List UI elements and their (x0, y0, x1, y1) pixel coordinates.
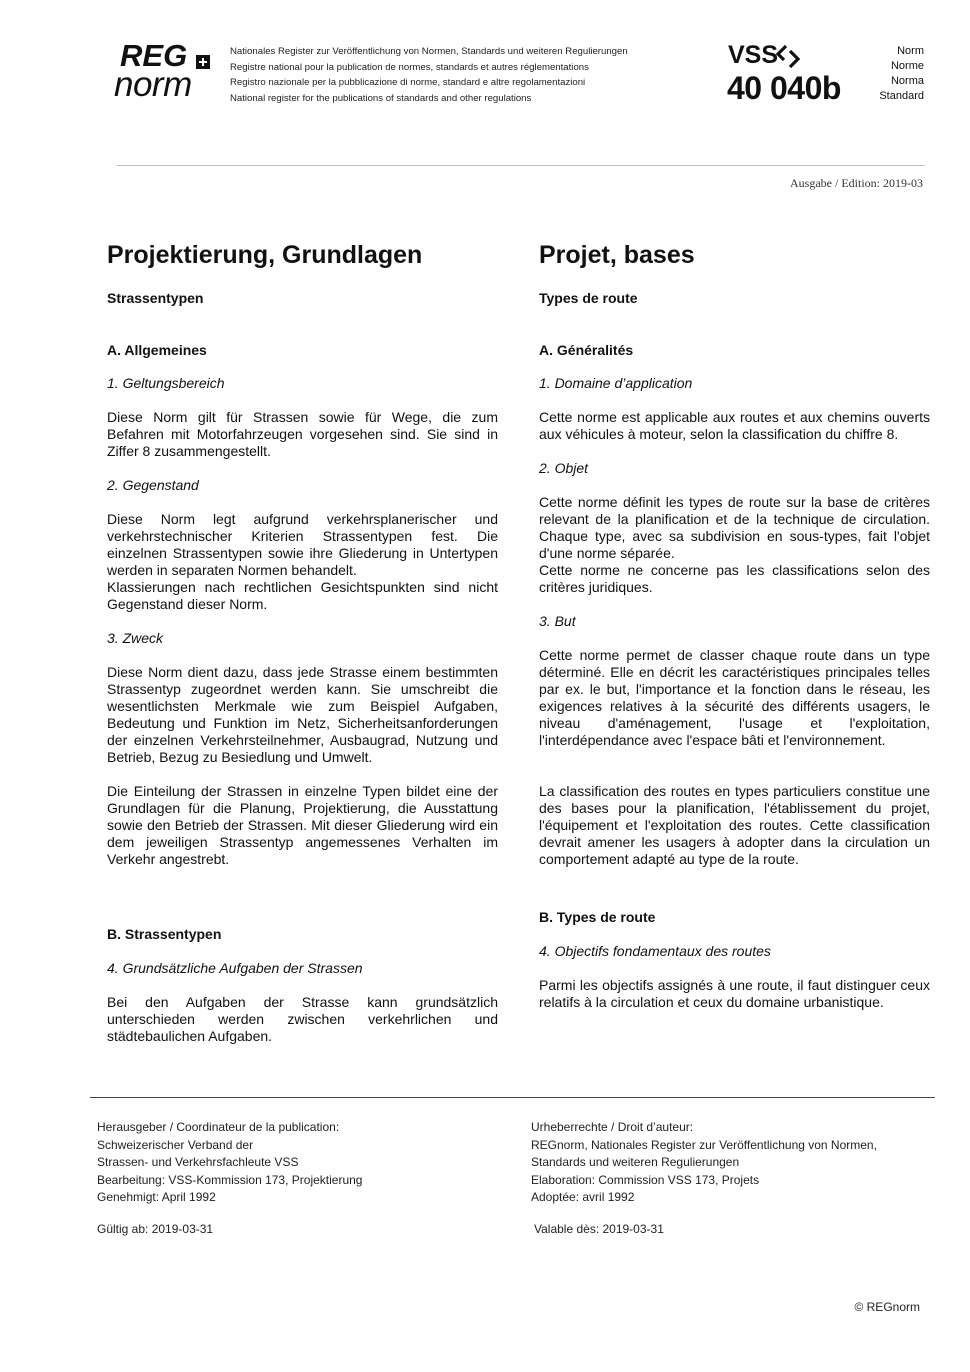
section-b-heading-fr: B. Types de route (539, 909, 656, 925)
copyright-line: Adoptée: avril 1992 (531, 1190, 635, 1204)
copyright-info (531, 1119, 877, 1207)
section-b-heading-de: B. Strassentypen (107, 926, 222, 942)
section-a-heading-fr: A. Généralités (539, 342, 634, 358)
title-de: Projektierung, Grundlagen (107, 241, 423, 269)
norm-word-de: Norm (897, 45, 924, 57)
valid-from-fr: Valable dès: 2019-03-31 (534, 1222, 664, 1236)
publisher-line: Strassen- und Verkehrsfachleute VSS (97, 1155, 299, 1169)
item-3-heading-de: 3. Zweck (107, 630, 164, 646)
swiss-cross-icon (196, 55, 210, 69)
item-1-text-de: Diese Norm gilt für Strassen sowie für Wege, die zum Befahren mit Motorfahrzeugen vorgesehen sind. Sie sind in Ziffer 8 zusammengestellt. (107, 409, 498, 459)
item-4-text-fr: Parmi les objectifs assignés à une route, il faut distinguer ceux relatifs à la circulation et ceux du domaine urbanistique. (539, 977, 930, 1010)
register-description (230, 44, 628, 106)
norm-word-fr: Norme (890, 60, 924, 72)
item-4-text-de: Bei den Aufgaben der Strasse kann grundsätzlich unterschieden werden zwischen verkehrlichen und städtebaulichen Aufgaben. (107, 994, 498, 1044)
norm-number: 40 040b (727, 70, 841, 106)
vss-logo-text: VSS (728, 41, 779, 69)
item-3-text-de: Diese Norm dient dazu, dass jede Strasse einem bestimmten Strassentyp zugeordnet werden kann. Sie umschreibt die wesentlichsten Merkmale wie zum Beispiel Aufgaben, Bedeutung und Funktion im Netz, Sicherheitsanforderungen der einzelnen Verkehrsteilnehmer, Ausbaugrad, Nutzung und Betrieb, Bezug zu Besiedlung und Umwelt. (107, 664, 498, 765)
subtitle-de: Strassentypen (107, 290, 204, 306)
valid-from-de: Gültig ab: 2019-03-31 (97, 1222, 214, 1236)
footer-divider (90, 1097, 935, 1098)
publisher-info (97, 1119, 362, 1207)
register-line-de: Nationales Register zur Veröffentlichung von Normen, Standards und weiteren Regulierungen (230, 46, 628, 57)
publisher-line: Genehmigt: April 1992 (97, 1190, 216, 1204)
copyright-line: Elaboration: Commission VSS 173, Projets (531, 1172, 760, 1187)
item-2-text-b-de: Klassierungen nach rechtlichen Gesichtspunkten sind nicht Gegenstand dieser Norm. (107, 579, 498, 612)
register-line-fr: Registre national pour la publication de normes, standards et autres réglementations (230, 61, 589, 73)
vss-chevron-icon (776, 43, 806, 69)
item-3-text-b-de: Die Einteilung der Strassen in einzelne Typen bildet eine der Grundlagen für die Planung, Projektierung, die Ausstattung sowie den Betrieb der Strassen. Mit dieser Gliederung wird ein dem jeweiligen Strassentyp angemessenes Verhalten im Verkehr angestrebt. (107, 783, 498, 867)
publisher-line: Bearbeitung: VSS-Kommission 173, Projektierung (97, 1172, 363, 1187)
item-1-heading-de: 1. Geltungsbereich (107, 375, 225, 391)
item-1-heading-fr: 1. Domaine d’application (539, 375, 693, 391)
subtitle-fr: Types de route (539, 290, 638, 306)
register-line-it: Registro nazionale per la pubblicazione di norme, standard e altre regolamentazioni (230, 77, 586, 88)
register-line-en: National register for the publications of standards and other regulations (230, 92, 532, 104)
publisher-line: Schweizerischer Verband der (97, 1137, 254, 1152)
title-fr: Projet, bases (539, 241, 695, 269)
item-3-text-fr: Cette norme permet de classer chaque route dans un type déterminé. Elle en décrit les caractéristiques principales telles par ex. le but, l'importance et la fonction dans le réseau, les exigences relatives à la sécurité des différents usagers, le niveau d'aménagement, l'usage et l'exploitation, l'interdépendance avec l'espace bâti et l'environnement. (539, 647, 930, 748)
item-1-text-fr: Cette norme est applicable aux routes et aux chemins ouverts aux véhicules à moteur, selon la classification du chiffre 8. (539, 409, 930, 442)
item-2-heading-fr: 2. Objet (539, 460, 589, 476)
copyright-line: Urheberrechte / Droit d’auteur: (531, 1120, 694, 1134)
publisher-line: Herausgeber / Coordinateur de la publication: (97, 1120, 340, 1134)
norm-word-it: Norma (890, 75, 924, 87)
norm-type-labels (840, 44, 924, 104)
item-4-heading-fr: 4. Objectifs fondamentaux des routes (539, 943, 771, 959)
item-2-text-b-fr: Cette norme ne concerne pas les classifications selon des critères juridiques. (539, 562, 930, 595)
header-divider (117, 165, 925, 166)
item-2-text-de: Diese Norm legt aufgrund verkehrsplanerischer und verkehrstechnischer Kriterien Strassentypen fest. Die einzelnen Strassentypen sowie ihre Gliederung in Untertypen werden in separaten Normen behandelt. (107, 511, 498, 578)
item-2-heading-de: 2. Gegenstand (107, 477, 199, 493)
item-2-text-fr: Cette norme définit les types de route sur la base de critères relevant de la planification et de la technique de circulation. Chaque type, avec sa subdivision en sous-types, fait l'objet d'une norme séparée. (539, 494, 930, 561)
french-column (539, 240, 930, 1011)
norm-word-en: Standard (879, 90, 924, 102)
item-3-heading-fr: 3. But (539, 613, 576, 629)
item-4-heading-de: 4. Grundsätzliche Aufgaben der Strassen (107, 960, 363, 976)
copyright-line: Standards und weiteren Regulierungen (531, 1155, 740, 1169)
copyright-notice: © REGnorm (854, 1300, 920, 1314)
regnorm-logo-norm: norm (114, 65, 192, 104)
german-column (107, 240, 498, 1045)
item-3-text-b-fr: La classification des routes en types particuliers constitue une des bases pour la planification, l'établissement du projet, l'équipement et l'exploitation des routes. Cette classification devrait amener les usagers à adopter dans la circulation un comportement adapté au type de la route. (539, 783, 930, 867)
copyright-line: REGnorm, Nationales Register zur Veröffentlichung von Normen, (531, 1137, 877, 1152)
edition-label: Ausgabe / Edition: 2019-03 (790, 176, 923, 190)
regnorm-logo-reg: REG (120, 38, 188, 73)
section-a-heading-de: A. Allgemeines (107, 342, 207, 358)
